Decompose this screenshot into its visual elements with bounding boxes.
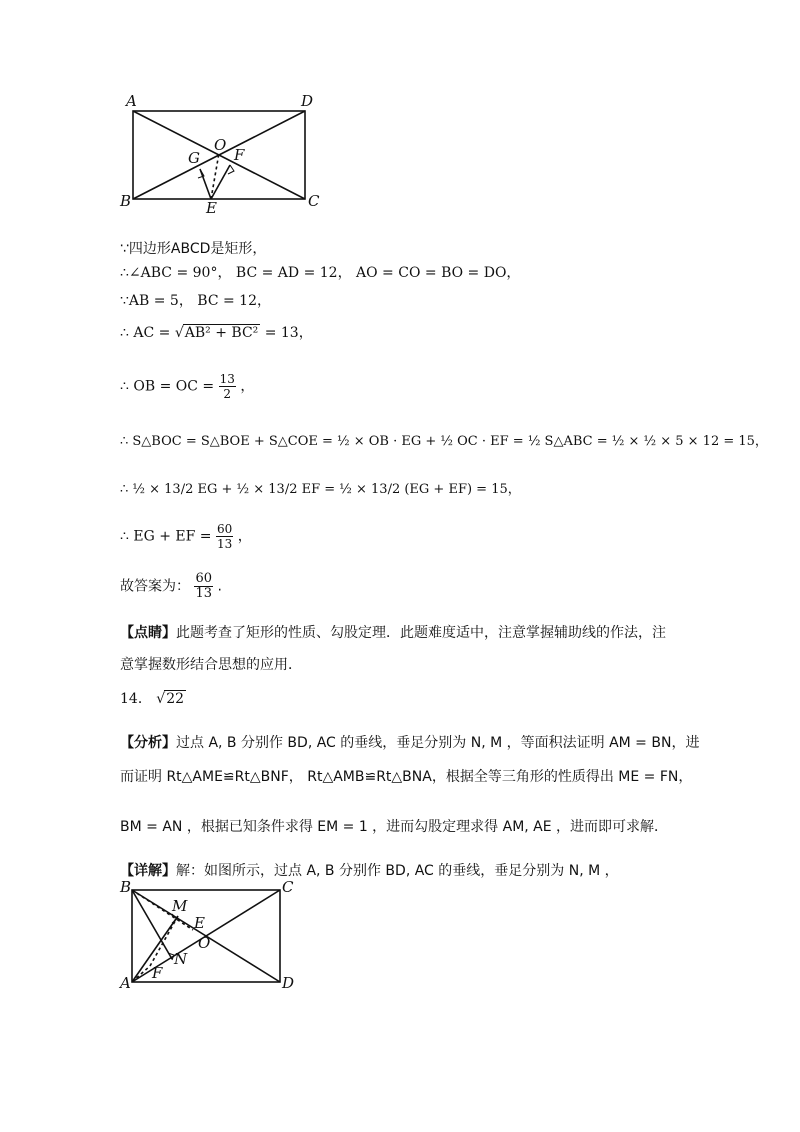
dianjing-text-1: 此题考查了矩形的性质、勾股定理．此题难度适中，注意掌握辅助线的作法，注 [176, 625, 666, 641]
label-D: D [301, 92, 314, 110]
fenxi-line-1 [120, 732, 699, 752]
label-B: B [120, 192, 132, 210]
label-B: B [120, 878, 132, 896]
dianjing-tag: 【点睛】 [120, 625, 176, 641]
line-3: ∵AB = 5， BC = 12， [120, 293, 271, 309]
label-M: M [172, 897, 188, 915]
label-G: G [188, 149, 200, 167]
q14-answer: 22 [166, 691, 185, 707]
label-C: C [282, 878, 294, 896]
label-F: F [234, 146, 245, 164]
fenxi-text-1: 过点 A, B 分别作 BD, AC 的垂线，垂足分别为 N, M ，等面积法证明 AM = BN，进 [176, 735, 700, 751]
frac-num: 60 [216, 522, 233, 536]
line-5 [120, 372, 254, 401]
line-6: ∴ S△BOC = S△BOE + S△COE = ½ × OB · EG + ½ OC · EF = ½ S△ABC = ½ × ½ × 5 × 12 = 15， [120, 434, 768, 449]
frac-den: 13 [216, 537, 233, 551]
fenxi-line-3: BM = AN ，根据已知条件求得 EM = 1 ，进而勾股定理求得 AM, AE ，进而即可求解． [120, 819, 669, 835]
sqrt-sign: √ [156, 691, 166, 707]
dianjing-line-2: 意掌握数形结合思想的应用． [120, 657, 302, 673]
q14-line [120, 688, 186, 708]
label-O: O [214, 136, 227, 154]
line-4-radicand: AB² + BC² [184, 325, 259, 341]
figure-rectangle-abcd [110, 90, 330, 220]
frac-60-13 [216, 522, 233, 551]
line-8 [120, 522, 252, 551]
line-4-post: = 13， [264, 325, 313, 341]
answer-label: 故答案为： [120, 578, 190, 595]
label-F: F [152, 964, 163, 982]
figure-rectangle-bcda [110, 876, 310, 996]
label-C: C [308, 192, 320, 210]
frac-den: 13 [195, 586, 212, 601]
label-A: A [126, 92, 137, 110]
frac-num: 60 [195, 571, 212, 586]
label-O: O [198, 934, 211, 952]
line-7: ∴ ½ × 13/2 EG + ½ × 13/2 EF = ½ × 13/2 (EG + EF) = 15， [120, 482, 521, 497]
answer-post: . [217, 578, 222, 595]
label-E: E [194, 914, 205, 932]
label-N: N [174, 950, 188, 968]
label-A: A [120, 974, 131, 992]
xiangjie-tag: 【详解】 [120, 863, 176, 879]
dianjing-line-1 [120, 622, 666, 642]
line-4-pre: ∴ AC = [120, 325, 171, 341]
line-2: ∴∠ABC = 90°， BC = AD = 12， AO = CO = BO = DO， [120, 265, 521, 281]
xiangjie-text: 解：如图所示，过点 A, B 分别作 BD, AC 的垂线，垂足分别为 N, M ， [176, 863, 619, 879]
q14-number: 14． [120, 691, 152, 707]
label-E: E [206, 199, 217, 217]
fenxi-tag: 【分析】 [120, 735, 176, 751]
fenxi-line-2: 而证明 Rt△AME≌Rt△BNF， Rt△AMB≌Rt△BNA，根据全等三角形的性质得出 ME = FN， [120, 769, 693, 785]
line-5-pre: ∴ OB = OC = [120, 378, 215, 395]
answer-line [120, 572, 222, 601]
frac-13-2 [219, 372, 236, 401]
answer-frac [194, 572, 213, 601]
frac-num: 13 [219, 372, 235, 386]
label-D: D [282, 974, 295, 992]
line-4 [120, 322, 313, 342]
line-1: ∵四边形ABCD是矩形， [120, 241, 267, 257]
line-5-post: ， [240, 378, 255, 395]
line-8-pre: ∴ EG + EF = [120, 528, 212, 545]
line-8-post: ， [237, 528, 252, 545]
frac-den: 2 [223, 387, 232, 401]
sqrt-sign: √ [174, 325, 184, 341]
